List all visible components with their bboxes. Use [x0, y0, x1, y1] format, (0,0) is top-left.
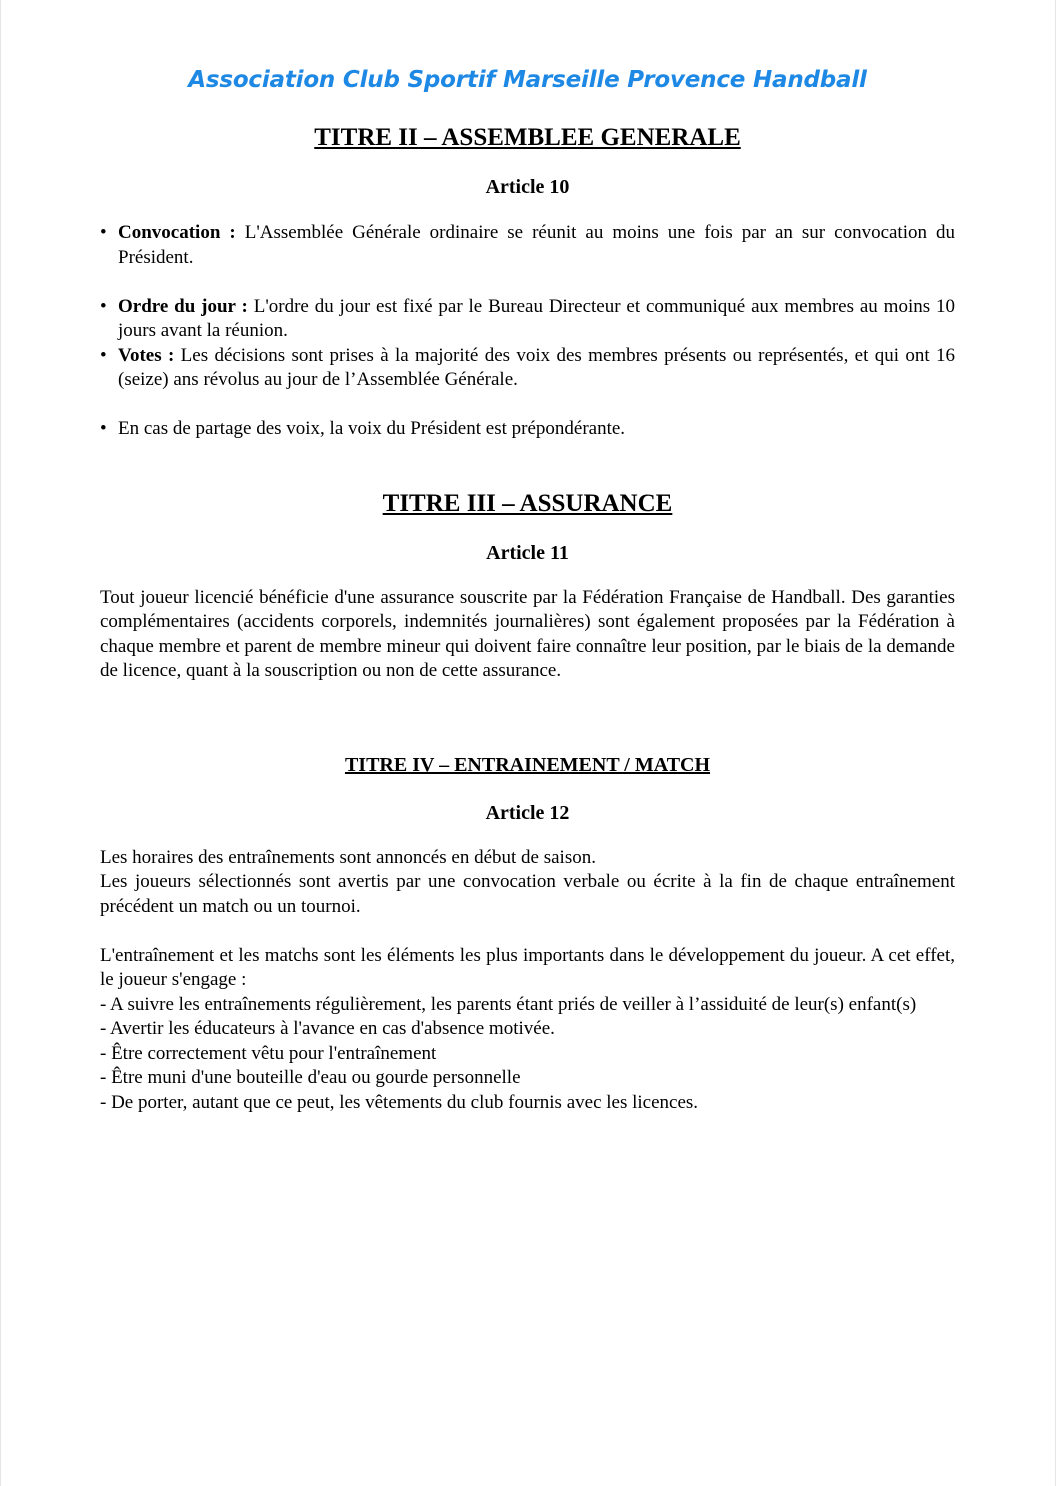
bullet-icon: •: [100, 222, 107, 243]
list-item-text: L'ordre du jour est fixé par le Bureau Directeur et communiqué aux membres au moins 10 jours avant la réunion.: [118, 295, 955, 341]
bullet-icon: •: [100, 295, 107, 317]
list-item-label: Votes :: [118, 344, 175, 366]
article-11-heading: Article 11: [486, 541, 569, 564]
titre-2-heading: TITRE II – ASSEMBLEE GENERALE: [314, 124, 741, 151]
list-item-votes: [100, 344, 955, 393]
titre-4-heading: TITRE IV – ENTRAINEMENT / MATCH: [344, 753, 711, 776]
article-12-paragraph-1: [100, 846, 955, 920]
engagement-line: - Être correctement vêtu pour l'entraînement: [100, 1042, 437, 1064]
article-10-heading: Article 10: [485, 176, 570, 198]
article-12-heading: Article 12: [485, 801, 570, 824]
bullet-icon: •: [100, 418, 107, 439]
list-item-ordre-du-jour: [100, 295, 955, 344]
list-item-partage: [100, 417, 955, 442]
engagement-line: - A suivre les entraînements régulièrement, les parents étant priés de veiller à l’assiduité de leur(s) enfant(s): [100, 993, 917, 1015]
titre-3-heading: TITRE III – ASSURANCE: [382, 489, 673, 517]
engagement-line: - De porter, autant que ce peut, les vêtements du club fournis avec les licences.: [100, 1091, 699, 1113]
article-11-paragraph: Tout joueur licencié bénéficie d'une assurance souscrite par la Fédération Française de Handball. Des garanties complémentaires (accidents corporels, indemnités journalières) sont également proposées par la Fédération à chaque membre et parent de membre mineur qui doivent faire connaître leur position, par le biais de la demande de licence, quant à la souscription ou non de cette assurance.: [100, 586, 955, 681]
list-item-label: Ordre du jour :: [118, 295, 248, 317]
paragraph-line: Les horaires des entraînements sont annoncés en début de saison.: [100, 846, 596, 868]
paragraph-intro: L'entraînement et les matchs sont les éléments les plus importants dans le développement du joueur. A cet effet, le joueur s'engage :: [100, 944, 955, 990]
bullet-icon: •: [100, 344, 107, 366]
list-item-text: L'Assemblée Générale ordinaire se réunit au moins une fois par an sur convocation du Président.: [118, 222, 955, 268]
list-item-label: Convocation :: [118, 222, 236, 243]
list-item-text: En cas de partage des voix, la voix du Président est prépondérante.: [118, 418, 626, 439]
article-12-paragraph-2: [100, 944, 955, 1116]
list-item-text: Les décisions sont prises à la majorité des voix des membres présents ou représentés, et qui ont 16 (seize) ans révolus au jour de l’Assemblée Générale.: [118, 344, 955, 390]
association-title: Association Club Sportif Marseille Provence Handball: [188, 67, 867, 93]
article-10-list: [100, 221, 955, 442]
engagement-line: - Être muni d'une bouteille d'eau ou gourde personnelle: [100, 1067, 521, 1088]
list-item-convocation: [100, 221, 955, 270]
paragraph-line: Les joueurs sélectionnés sont avertis par une convocation verbale ou écrite à la fin de chaque entraînement précédent un match ou un tournoi.: [100, 871, 955, 917]
document-content: [100, 62, 955, 1115]
engagement-line: - Avertir les éducateurs à l'avance en cas d'absence motivée.: [100, 1018, 555, 1039]
